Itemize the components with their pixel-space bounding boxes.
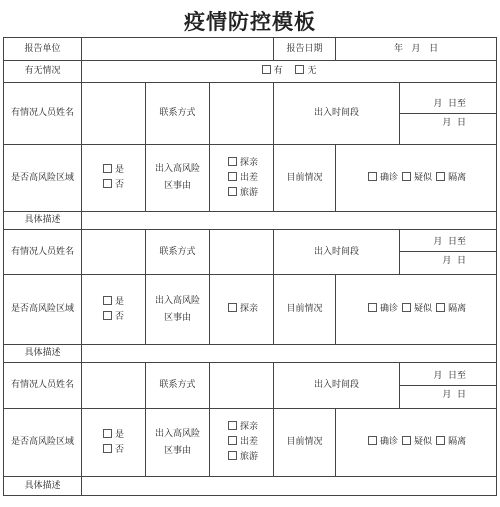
period-field[interactable] xyxy=(400,230,497,275)
situation-label: 有无情况 xyxy=(4,61,82,83)
checkbox-icon xyxy=(228,436,237,445)
status-options xyxy=(336,275,497,345)
reason-label-cell xyxy=(146,145,210,212)
description-row xyxy=(4,212,497,230)
risk-options xyxy=(82,145,146,212)
person-name-field[interactable] xyxy=(82,83,146,145)
status-options xyxy=(336,409,497,477)
risk-row xyxy=(4,145,497,212)
checkbox-icon xyxy=(228,451,237,460)
description-label: 具体描述 xyxy=(4,477,82,496)
risk-no-option[interactable]: 否 xyxy=(84,178,143,193)
situation-no-option[interactable]: 无 xyxy=(295,64,316,79)
unit-label: 报告单位 xyxy=(4,38,82,61)
checkbox-icon xyxy=(402,436,411,445)
sections-body xyxy=(4,83,497,496)
status-label: 目前情况 xyxy=(274,275,336,345)
checkbox-icon xyxy=(402,172,411,181)
checkbox-icon xyxy=(228,187,237,196)
period-to: 月 日 xyxy=(442,256,467,266)
description-field[interactable] xyxy=(82,477,497,496)
description-field[interactable] xyxy=(82,345,497,363)
period-field[interactable] xyxy=(400,83,497,145)
checkbox-icon xyxy=(103,179,112,188)
checkbox-icon xyxy=(228,303,237,312)
reason-option[interactable]: 出差 xyxy=(212,435,271,450)
page-title: 疫情防控模板 xyxy=(184,10,316,34)
checkbox-icon xyxy=(368,172,377,181)
status-option[interactable]: 隔离 xyxy=(436,437,466,447)
reason-label-cell xyxy=(146,409,210,477)
period-label: 出入时间段 xyxy=(274,230,400,275)
contact-label: 联系方式 xyxy=(146,363,210,409)
contact-label: 联系方式 xyxy=(146,83,210,145)
status-option[interactable]: 确诊 xyxy=(368,173,398,183)
unit-field[interactable] xyxy=(82,38,274,61)
description-row xyxy=(4,345,497,363)
checkbox-icon xyxy=(262,65,271,74)
reason-label-cell xyxy=(146,275,210,345)
risk-row xyxy=(4,275,497,345)
risk-label: 是否高风险区域 xyxy=(4,409,82,477)
risk-row xyxy=(4,409,497,477)
checkbox-icon xyxy=(228,172,237,181)
status-option[interactable]: 确诊 xyxy=(368,304,398,314)
description-label: 具体描述 xyxy=(4,345,82,363)
reason-label: 出入高风险区事由 xyxy=(154,428,200,456)
reason-option[interactable]: 探亲 xyxy=(212,420,271,435)
reason-options xyxy=(210,275,274,345)
checkbox-icon xyxy=(436,436,445,445)
period-from: 月 日至 xyxy=(400,367,496,386)
risk-no-option[interactable]: 否 xyxy=(84,443,143,458)
contact-field[interactable] xyxy=(210,83,274,145)
date-label: 报告日期 xyxy=(274,38,336,61)
date-field[interactable]: 年 月 日 xyxy=(336,38,497,61)
status-option[interactable]: 隔离 xyxy=(436,173,466,183)
status-label: 目前情况 xyxy=(274,409,336,477)
contact-label: 联系方式 xyxy=(146,230,210,275)
risk-no-option[interactable]: 否 xyxy=(84,310,143,325)
checkbox-icon xyxy=(436,303,445,312)
risk-label: 是否高风险区域 xyxy=(4,275,82,345)
status-option[interactable]: 疑似 xyxy=(402,173,432,183)
status-option[interactable]: 确诊 xyxy=(368,437,398,447)
reason-options xyxy=(210,409,274,477)
situation-yes-option[interactable]: 有 xyxy=(262,64,283,79)
checkbox-icon xyxy=(228,421,237,430)
status-label: 目前情况 xyxy=(274,145,336,212)
contact-field[interactable] xyxy=(210,363,274,409)
period-from: 月 日至 xyxy=(400,233,496,252)
checkbox-icon xyxy=(103,429,112,438)
description-label: 具体描述 xyxy=(4,212,82,230)
period-label: 出入时间段 xyxy=(274,83,400,145)
status-option[interactable]: 疑似 xyxy=(402,437,432,447)
person-name-field[interactable] xyxy=(82,363,146,409)
risk-yes-option[interactable]: 是 xyxy=(84,428,143,443)
checkbox-icon xyxy=(103,444,112,453)
checkbox-icon xyxy=(295,65,304,74)
checkbox-icon xyxy=(103,296,112,305)
person-name-field[interactable] xyxy=(82,230,146,275)
status-options xyxy=(336,145,497,212)
description-row xyxy=(4,477,497,496)
risk-yes-option[interactable]: 是 xyxy=(84,295,143,310)
reason-option[interactable]: 探亲 xyxy=(212,156,271,171)
reason-option[interactable]: 旅游 xyxy=(212,186,271,201)
reason-options xyxy=(210,145,274,212)
reason-option[interactable]: 探亲 xyxy=(212,302,271,317)
period-to: 月 日 xyxy=(442,117,467,128)
risk-options xyxy=(82,409,146,477)
contact-field[interactable] xyxy=(210,230,274,275)
situation-options xyxy=(82,61,497,83)
checkbox-icon xyxy=(228,157,237,166)
risk-options xyxy=(82,275,146,345)
checkbox-icon xyxy=(368,436,377,445)
checkbox-icon xyxy=(436,172,445,181)
person-row xyxy=(4,363,497,409)
person-row xyxy=(4,83,497,145)
status-option[interactable]: 疑似 xyxy=(402,304,432,314)
checkbox-icon xyxy=(103,164,112,173)
reason-label: 出入高风险区事由 xyxy=(154,295,200,323)
period-to: 月 日 xyxy=(442,389,467,400)
person-row xyxy=(4,230,497,275)
checkbox-icon xyxy=(368,303,377,312)
period-label: 出入时间段 xyxy=(274,363,400,409)
status-option[interactable]: 隔离 xyxy=(436,304,466,314)
reason-label: 出入高风险区事由 xyxy=(154,164,200,191)
checkbox-icon xyxy=(402,303,411,312)
reason-option[interactable]: 出差 xyxy=(212,171,271,186)
person-name-label: 有情况人员姓名 xyxy=(4,363,82,409)
period-from: 月 日至 xyxy=(400,95,496,114)
epidemic-form-table xyxy=(3,37,497,496)
risk-label: 是否高风险区域 xyxy=(4,145,82,212)
person-name-label: 有情况人员姓名 xyxy=(4,230,82,275)
risk-yes-option[interactable]: 是 xyxy=(84,163,143,178)
reason-option[interactable]: 旅游 xyxy=(212,450,271,465)
person-name-label: 有情况人员姓名 xyxy=(4,83,82,145)
checkbox-icon xyxy=(103,311,112,320)
description-field[interactable] xyxy=(82,212,497,230)
period-field[interactable] xyxy=(400,363,497,409)
